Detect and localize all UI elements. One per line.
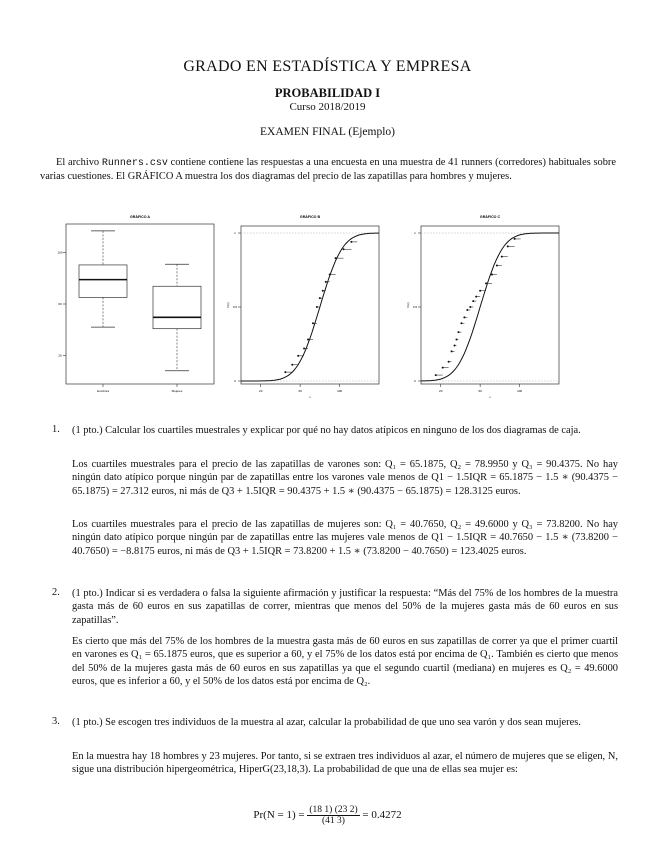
formula-binom-b: (23 2)	[334, 805, 358, 815]
box-iqr	[79, 265, 127, 297]
chart-b-step-point	[297, 355, 299, 357]
question-1-answer-women: Los cuartiles muestrales para el precio de las zapatillas de mujeres son: Q₁ = 40.7650, Q₂ = 49.6000 y Q₃ = 73.8200. No hay ningún dato atípico porque ningún par de zapatillas entre las mujeres vale menos de Q1 − 1.5IQR = 40.7650 − 1.5 ∗ (73.8200 − 40.7650) = −8.8175 euros, ni más de Q3 + 1.5IQR = 73.8200 + 1.5 ∗ (73.8200 − 40.7650) = 123.4025 euros.	[72, 519, 618, 557]
chart-c-frame	[421, 226, 559, 384]
chart-c-step-point	[463, 316, 465, 318]
chart-b-step-point	[303, 347, 305, 349]
chart-c-step-point	[442, 367, 444, 369]
chart-a-ytick-label: 100	[57, 250, 63, 255]
chart-c-xlabel: x	[489, 395, 491, 399]
formula-denominator: (41 3)	[322, 816, 345, 826]
box-iqr	[153, 286, 201, 328]
formula-lhs: Pr(N = 1) =	[253, 809, 305, 822]
chart-b-step-point	[343, 248, 345, 250]
chart-c-step-point	[496, 265, 498, 267]
chart-c-step-point	[460, 322, 462, 324]
intro-paragraph	[40, 156, 616, 184]
question-3-number: 3.	[52, 716, 60, 727]
question-1-statement: (1 pto.) Calcular los cuartiles muestrales y explicar por qué no hay datos atípicos en ninguno de los dos diagramas de caja.	[72, 425, 581, 436]
chart-b-step-point	[307, 339, 309, 341]
chart-c-ylabel: F(x)	[406, 302, 410, 308]
question-2-statement: (1 pto.) Indicar si es verdadera o falsa la siguiente afirmación y justificar la respuesta: “Más del 75% de los hombres de la muestra gasta más de 60 euros en sus zapatillas de correr, mientras que menos del 50% de la mujeres gasta más de 60 euros en sus zapatillas”.	[72, 588, 618, 626]
intro-filename: Runners.csv	[101, 158, 168, 169]
chart-b-step-point	[322, 290, 324, 292]
probability-formula	[0, 805, 655, 826]
chart-b-step-point	[284, 371, 286, 373]
chart-b-xtick-label: 60	[298, 389, 302, 393]
chart-c-step-point	[479, 290, 481, 292]
chart-c-cdf	[405, 212, 575, 402]
chart-b-frame	[241, 226, 379, 384]
chart-c-ytick-label: 1	[414, 231, 416, 235]
chart-c-step-point	[448, 361, 450, 363]
chart-a-xtick-label: Hombres	[96, 389, 110, 393]
chart-b-xlabel: x	[309, 395, 311, 399]
chart-c-title: GRÁFICO C	[479, 215, 501, 219]
chart-c-xtick-label: 60	[478, 389, 482, 393]
question-1-number: 1.	[52, 424, 60, 435]
chart-a-title: GRÁFICO A	[129, 215, 151, 219]
chart-c-step-point	[454, 344, 456, 346]
exam-title: EXAMEN FINAL (Ejemplo)	[260, 126, 395, 138]
chart-a-boxplot	[40, 212, 240, 402]
chart-b-title: GRÁFICO B	[299, 215, 321, 219]
chart-b-ylabel: F(x)	[226, 302, 230, 308]
question-2-number: 2.	[52, 587, 60, 598]
chart-c-xtick-label: 20	[439, 389, 443, 393]
chart-a-ytick-label: 60	[58, 302, 62, 306]
formula-fraction	[307, 805, 359, 826]
chart-b-xtick-label: 100	[337, 389, 343, 393]
question-2-answer: Es cierto que más del 75% de los hombres de la muestra gasta más de 60 euros en sus zapatillas de correr ya que el primer cuartil en varones es Q₁ = 65.1875 euros, que es superior a 60, y el 75% de los datos está por encima de Q₁. También es cierto que menos del 50% de la mujeres gasta más de 60 euros en sus zapatillas ya que el segundo cuartil (mediana) en mujeres es Q₂ = 49.6000 euros, que es inferior a 60, y el 50% de los datos está por encima de Q₂.	[72, 636, 618, 688]
chart-b-step-point	[325, 281, 327, 283]
chart-c-step-point	[455, 339, 457, 341]
chart-b-theoretical-curve	[241, 233, 379, 381]
chart-c-xtick-label: 100	[517, 389, 523, 393]
chart-b-ytick-label: 0	[234, 379, 236, 383]
chart-c-ytick-label: 0.5	[412, 305, 418, 309]
subject-title: PROBABILIDAD I	[274, 86, 381, 100]
chart-b-ytick-label: 1	[234, 231, 236, 235]
chart-c-step-point	[435, 374, 437, 376]
chart-c-step-point	[472, 300, 474, 302]
chart-c-theoretical-curve	[421, 233, 559, 381]
chart-c-step-point	[466, 309, 468, 311]
chart-c-step-point	[501, 256, 503, 258]
chart-b-step-point	[312, 322, 314, 324]
chart-c-step-point	[451, 350, 453, 352]
chart-b-step-point	[319, 297, 321, 299]
chart-c-step-point	[475, 296, 477, 298]
intro-text-2: contiene contiene las respuestas a una encuesta en una muestra de 41 runners (corredores) habituales sobre varias cuestiones. El GRÁFICO A muestra los dos diagramas del precio de las zapatillas para hombres y mujeres.	[40, 157, 616, 183]
chart-a-xtick-label: Mujeres	[171, 389, 183, 393]
chart-b-step-point	[335, 257, 337, 259]
intro-text-1: El archivo	[56, 157, 102, 168]
course-year: Curso 2018/2019	[289, 101, 366, 113]
chart-a-ytick-label: 20	[58, 353, 62, 358]
formula-numerator	[307, 805, 359, 816]
chart-c-step-point	[457, 331, 459, 333]
chart-c-step-point	[514, 238, 516, 240]
chart-b-step-point	[291, 364, 293, 366]
question-3-answer: En la muestra hay 18 hombres y 23 mujeres. Por tanto, si se extraen tres individuos al azar, el número de mujeres que se eligen, N, sigue una distribución hipergeométrica, HiperG(23,18,3). La probabilidad de que una de ellas sea mujer es:	[72, 751, 618, 776]
chart-b-ytick-label: 0.5	[232, 305, 238, 309]
question-3-statement: (1 pto.) Se escogen tres individuos de la muestra al azar, calcular la probabilidad de que uno sea varón y dos sean mujeres.	[72, 717, 581, 728]
chart-c-step-point	[469, 306, 471, 308]
document-title: GRADO EN ESTADÍSTICA Y EMPRESA	[183, 58, 472, 75]
chart-b-cdf	[225, 212, 395, 402]
chart-c-ytick-label: 0	[414, 379, 416, 383]
chart-b-step-point	[350, 241, 352, 243]
formula-result: = 0.4272	[362, 809, 402, 822]
chart-b-step-point	[316, 306, 318, 308]
chart-b-step-point	[329, 273, 331, 275]
chart-c-step-point	[507, 245, 509, 247]
chart-c-step-point	[491, 273, 493, 275]
formula-binom-a: (18 1)	[309, 805, 333, 815]
question-1-answer-men: Los cuartiles muestrales para el precio de las zapatillas de varones son: Q₁ = 65.1875, Q₂ = 78.9950 y Q₃ = 90.4375. No hay ningún dato atípico porque ningún par de zapatillas entre los varones vale menos de Q1 − 1.5IQR = 65.1875 − 1.5 ∗ (90.4375 − 65.1875) = 27.312 euros, ni más de Q3 + 1.5IQR = 90.4375 + 1.5 ∗ (90.4375 − 65.1875) = 128.3125 euros.	[72, 459, 618, 497]
chart-c-step-point	[485, 282, 487, 284]
chart-b-xtick-label: 20	[259, 389, 263, 393]
